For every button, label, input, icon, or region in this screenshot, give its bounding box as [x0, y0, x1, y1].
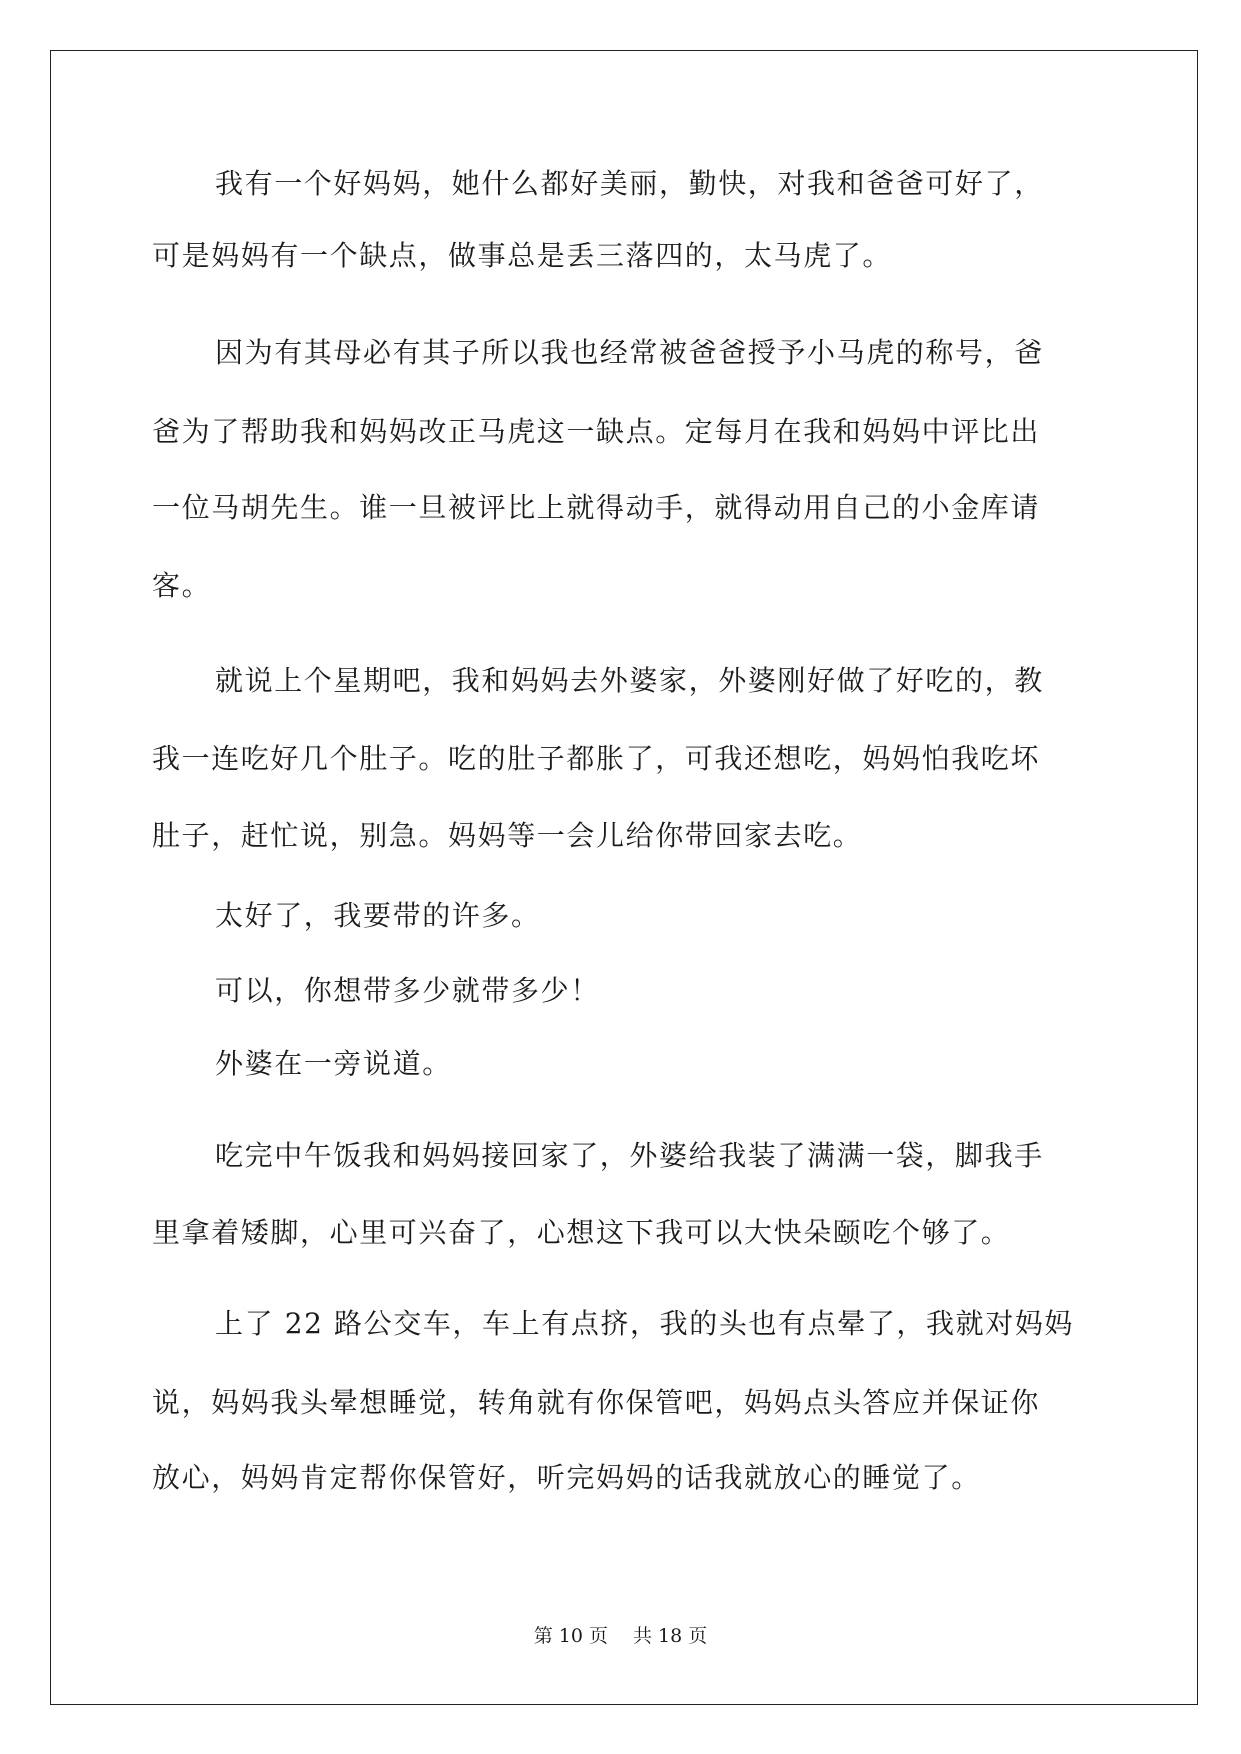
- text-line: 吃完中午饭我和妈妈接回家了，外婆给我装了满满一袋，脚我手: [215, 1139, 1044, 1172]
- text-line: 一位马胡先生。谁一旦被评比上就得动手，就得动用自己的小金库请: [152, 491, 1041, 524]
- page-number-footer: 第 10 页 共 18 页: [533, 1625, 708, 1647]
- text-line: 可是妈妈有一个缺点，做事总是丢三落四的，太马虎了。: [152, 239, 893, 272]
- text-line: 爸为了帮助我和妈妈改正马虎这一缺点。定每月在我和妈妈中评比出: [152, 415, 1041, 448]
- text-line: 上了 22 路公交车，车上有点挤，我的头也有点晕了，我就对妈妈: [215, 1307, 1075, 1340]
- text-line: 我一连吃好几个肚子。吃的肚子都胀了，可我还想吃，妈妈怕我吃坏: [152, 742, 1041, 775]
- text-line: 肚子，赶忙说，别急。妈妈等一会儿给你带回家去吃。: [152, 819, 863, 852]
- text-line: 放心，妈妈肯定帮你保管好，听完妈妈的话我就放心的睡觉了。: [152, 1461, 981, 1494]
- page-border: [50, 50, 1198, 1705]
- text-line: 太好了，我要带的许多。: [215, 899, 541, 932]
- text-line: 因为有其母必有其子所以我也经常被爸爸授予小马虎的称号，爸: [215, 336, 1044, 369]
- text-line: 可以，你想带多少就带多少！: [215, 974, 600, 1007]
- text-line: 我有一个好妈妈，她什么都好美丽，勤快，对我和爸爸可好了，: [215, 167, 1044, 200]
- text-line: 客。: [152, 569, 212, 602]
- text-line: 里拿着矮脚，心里可兴奋了，心想这下我可以大快朵颐吃个够了。: [152, 1216, 1011, 1249]
- text-line: 就说上个星期吧，我和妈妈去外婆家，外婆刚好做了好吃的，教: [215, 664, 1044, 697]
- text-line: 外婆在一旁说道。: [215, 1047, 452, 1080]
- text-line: 说，妈妈我头晕想睡觉，转角就有你保管吧，妈妈点头答应并保证你: [152, 1386, 1041, 1419]
